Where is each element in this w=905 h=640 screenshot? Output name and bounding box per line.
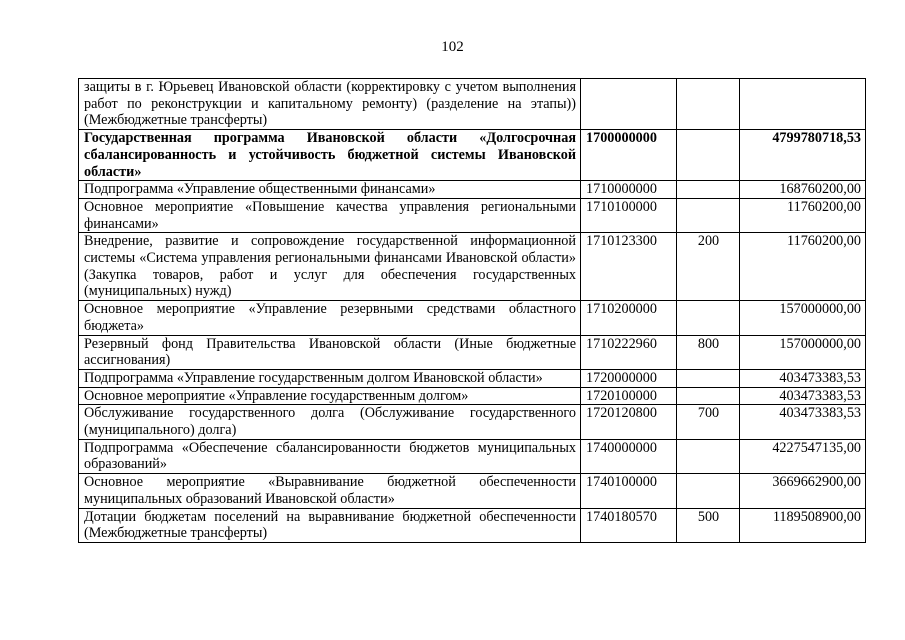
amount-cell: [740, 79, 866, 130]
expense-name-cell: Резервный фонд Правительства Ивановской области (Иные бюджетные ассигнования): [79, 335, 581, 369]
target-article-code-cell: 1700000000: [581, 130, 677, 181]
target-article-code-cell: 1740180570: [581, 508, 677, 542]
target-article-code-cell: 1740100000: [581, 474, 677, 508]
target-article-code-cell: 1720000000: [581, 369, 677, 387]
amount-cell: 403473383,53: [740, 369, 866, 387]
amount-cell: 168760200,00: [740, 181, 866, 199]
amount-cell: 157000000,00: [740, 335, 866, 369]
table-row: [79, 335, 866, 369]
amount-cell: 11760200,00: [740, 198, 866, 232]
amount-cell: 157000000,00: [740, 301, 866, 335]
table-row: [79, 130, 866, 181]
expense-type-cell: [677, 369, 740, 387]
target-article-code-cell: 1720120800: [581, 405, 677, 439]
amount-cell: 1189508900,00: [740, 508, 866, 542]
expense-name-cell: Основное мероприятие «Управление государственным долгом»: [79, 387, 581, 405]
table-row: [79, 369, 866, 387]
table-row: [79, 181, 866, 199]
expense-type-cell: [677, 130, 740, 181]
target-article-code-cell: [581, 79, 677, 130]
expense-name-cell: Основное мероприятие «Повышение качества управления региональными финансами»: [79, 198, 581, 232]
expense-type-cell: 500: [677, 508, 740, 542]
expense-name-cell: Подпрограмма «Управление государственным долгом Ивановской области»: [79, 369, 581, 387]
target-article-code-cell: 1710200000: [581, 301, 677, 335]
expense-name-cell: Обслуживание государственного долга (Обслуживание государственного (муниципального) долга): [79, 405, 581, 439]
amount-cell: 403473383,53: [740, 387, 866, 405]
table-row: [79, 301, 866, 335]
amount-cell: 4227547135,00: [740, 439, 866, 473]
table-row: [79, 233, 866, 301]
table-row: [79, 474, 866, 508]
amount-cell: 3669662900,00: [740, 474, 866, 508]
expense-name-cell: Подпрограмма «Управление общественными финансами»: [79, 181, 581, 199]
expense-name-cell: Основное мероприятие «Выравнивание бюджетной обеспеченности муниципальных образований Ивановской области»: [79, 474, 581, 508]
table-row: [79, 439, 866, 473]
expense-name-cell: Подпрограмма «Обеспечение сбалансированности бюджетов муниципальных образований»: [79, 439, 581, 473]
expense-type-cell: [677, 79, 740, 130]
amount-cell: 4799780718,53: [740, 130, 866, 181]
amount-cell: 11760200,00: [740, 233, 866, 301]
table-row: [79, 405, 866, 439]
target-article-code-cell: 1710000000: [581, 181, 677, 199]
table-row: [79, 79, 866, 130]
expense-type-cell: 200: [677, 233, 740, 301]
table-row: [79, 387, 866, 405]
expense-type-cell: [677, 181, 740, 199]
expense-type-cell: 700: [677, 405, 740, 439]
target-article-code-cell: 1710123300: [581, 233, 677, 301]
expense-type-cell: [677, 439, 740, 473]
page-number: 102: [441, 39, 464, 55]
amount-cell: 403473383,53: [740, 405, 866, 439]
target-article-code-cell: 1710100000: [581, 198, 677, 232]
expense-name-cell: Внедрение, развитие и сопровождение государственной информационной системы «Система управления региональными финансами Ивановской области» (Закупка товаров, работ и услуг для обеспечения государственных (муниципальных) нужд): [79, 233, 581, 301]
target-article-code-cell: 1710222960: [581, 335, 677, 369]
target-article-code-cell: 1720100000: [581, 387, 677, 405]
expense-type-cell: [677, 474, 740, 508]
table-row: [79, 508, 866, 542]
expense-name-cell: Основное мероприятие «Управление резервными средствами областного бюджета»: [79, 301, 581, 335]
expense-type-cell: 800: [677, 335, 740, 369]
table-row: [79, 198, 866, 232]
expense-name-cell: Дотации бюджетам поселений на выравнивание бюджетной обеспеченности (Межбюджетные трансферты): [79, 508, 581, 542]
expense-type-cell: [677, 198, 740, 232]
expense-name-cell: защиты в г. Юрьевец Ивановской области (корректировку с учетом выполнения работ по реконструкции и капитальному ремонту) (разделение на этапы)) (Межбюджетные трансферты): [79, 79, 581, 130]
budget-table: [78, 78, 866, 543]
expense-type-cell: [677, 301, 740, 335]
target-article-code-cell: 1740000000: [581, 439, 677, 473]
expense-name-cell: Государственная программа Ивановской области «Долгосрочная сбалансированность и устойчивость бюджетной системы Ивановской области»: [79, 130, 581, 181]
expense-type-cell: [677, 387, 740, 405]
